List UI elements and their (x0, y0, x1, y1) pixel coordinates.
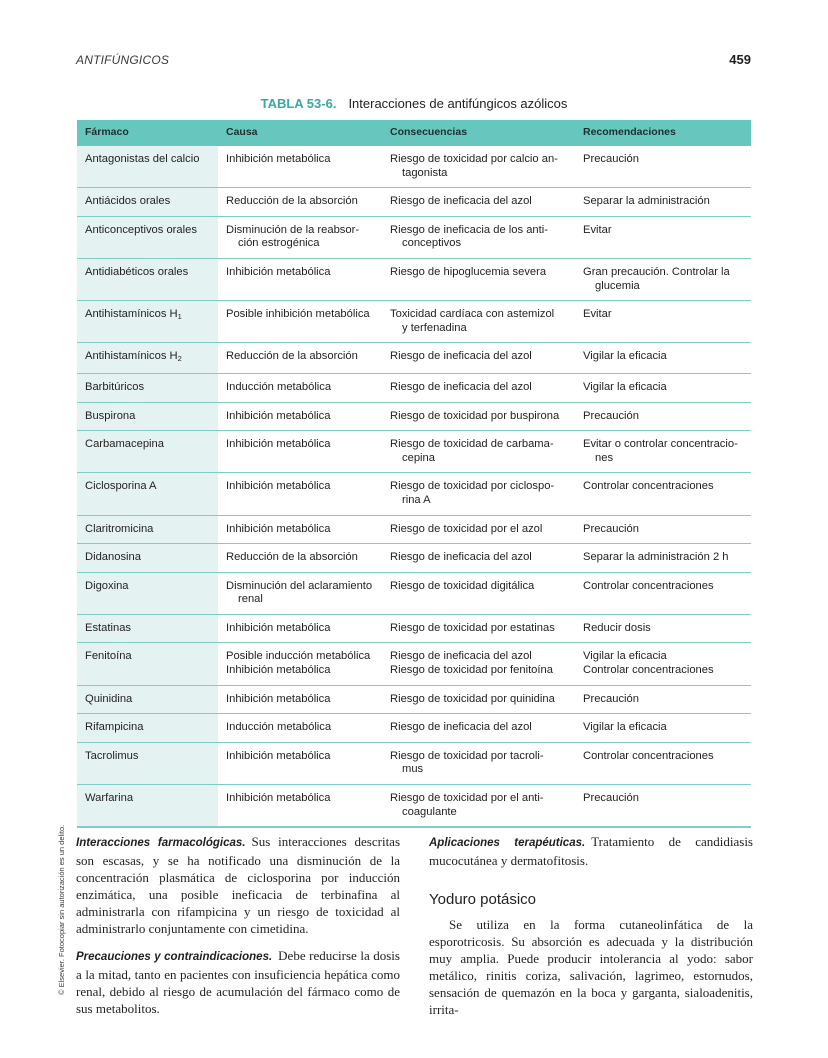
recomendaciones-text: nes (595, 451, 614, 464)
cell-farmaco (77, 473, 218, 515)
table-row (77, 685, 751, 714)
cell-recomendaciones (575, 431, 751, 473)
cell-recomendaciones (575, 373, 751, 402)
farmaco-subscript: 1 (177, 312, 182, 322)
cell-recomendaciones (575, 402, 751, 431)
table-label: TABLA 53-6. (260, 96, 337, 111)
table-row (77, 258, 751, 300)
recomendaciones-text: Controlar concentraciones (583, 579, 714, 592)
cell-causa (218, 216, 382, 258)
cell-consecuencias (382, 146, 575, 188)
cell-farmaco (77, 188, 218, 217)
consecuencias-text: tagonista (402, 166, 448, 179)
consecuencias-text: Riesgo de toxicidad de carbama- (390, 438, 554, 451)
table-row (77, 544, 751, 573)
cell-causa (218, 188, 382, 217)
cell-farmaco (77, 572, 218, 614)
cell-consecuencias (382, 785, 575, 828)
cell-causa (218, 473, 382, 515)
table-row (77, 614, 751, 643)
causa-text: Inhibición metabólica (226, 522, 331, 535)
consecuencias-text: Riesgo de toxicidad por calcio an- (390, 153, 558, 165)
cell-farmaco (77, 614, 218, 643)
table-row (77, 343, 751, 374)
recomendaciones-text: Precaución (583, 792, 639, 805)
table-row (77, 785, 751, 828)
cell-causa (218, 714, 382, 743)
cell-recomendaciones (575, 216, 751, 258)
cell-consecuencias (382, 431, 575, 473)
cell-farmaco (77, 402, 218, 431)
cell-farmaco (77, 343, 218, 374)
consecuencias-text: Riesgo de toxicidad por ciclospo- (390, 480, 555, 493)
causa-text: Reducción de la absorción (226, 551, 358, 564)
paragraph-text: Sus interacciones descritas son escasas, y se ha notificado una disminución de la concentración plasmática de ciclosporina por inducción enzimática, una posible ineficacia de terbinafina al administrarla con rifampicina y un riesgo de toxicidad al administrarlo conjuntamente con cimetidina. (76, 834, 401, 936)
farmaco-name: Carbamacepina (85, 438, 164, 451)
cell-consecuencias (382, 614, 575, 643)
cell-causa (218, 572, 382, 614)
cell-recomendaciones (575, 685, 751, 714)
cell-recomendaciones (575, 785, 751, 828)
cell-consecuencias (382, 515, 575, 544)
causa-text: Inhibición metabólica (226, 749, 331, 762)
recomendaciones-text: Vigilar la eficacia (583, 350, 667, 363)
farmaco-name: Barbitúricos (85, 380, 145, 393)
causa-text: Inhibición metabólica (226, 664, 331, 677)
recomendaciones-text: Evitar (583, 308, 612, 321)
header-consecuencias: Consecuencias (382, 120, 575, 146)
consecuencias-text: Riesgo de toxicidad digitálica (390, 579, 535, 592)
consecuencias-text: Riesgo de toxicidad por quinidina (390, 692, 555, 705)
header-farmaco: Fármaco (77, 120, 218, 146)
recomendaciones-text: Precaución (583, 153, 639, 165)
cell-consecuencias (382, 402, 575, 431)
consecuencias-text: Riesgo de toxicidad por tacroli- (390, 749, 544, 762)
cell-farmaco (77, 146, 218, 188)
paragraph-text: Debe reducirse la dosis a la mitad, tanto en pacientes con insuficiencia hepática como renal, debido al riesgo de acumulación del fármaco como de sus metabolitos. (76, 948, 400, 1016)
recomendaciones-text: Evitar o controlar concentracio- (583, 438, 738, 451)
cell-causa (218, 373, 382, 402)
cell-consecuencias (382, 685, 575, 714)
cell-consecuencias (382, 373, 575, 402)
recomendaciones-text: Vigilar la eficacia (583, 650, 667, 663)
cell-recomendaciones (575, 714, 751, 743)
run-in-heading: Precauciones y contraindicaciones. (76, 951, 273, 963)
consecuencias-text: Riesgo de ineficacia del azol (390, 350, 532, 363)
causa-text: Inhibición metabólica (226, 265, 331, 278)
cell-farmaco (77, 785, 218, 828)
table-body (77, 146, 751, 827)
cell-recomendaciones (575, 343, 751, 374)
cell-farmaco (77, 643, 218, 685)
table-row (77, 402, 751, 431)
page-number: 459 (729, 52, 751, 67)
consecuencias-text: Riesgo de ineficacia del azol (390, 380, 532, 393)
copyright-side-note: © Elsevier. Fotocopiar sin autorización es un delito. (57, 824, 66, 995)
cell-recomendaciones (575, 473, 751, 515)
farmaco-name: Antihistamínicos H (85, 308, 178, 321)
cell-recomendaciones (575, 146, 751, 188)
consecuencias-text: cepina (402, 451, 435, 464)
cell-consecuencias (382, 258, 575, 300)
consecuencias-text: Riesgo de ineficacia del azol (390, 721, 532, 734)
causa-text: renal (238, 593, 263, 606)
cell-consecuencias (382, 188, 575, 217)
recomendaciones-text: Separar la administración 2 h (583, 551, 729, 564)
cell-consecuencias (382, 742, 575, 784)
cell-causa (218, 431, 382, 473)
header-recomendaciones: Recomendaciones (575, 120, 751, 146)
causa-text: Inhibición metabólica (226, 692, 331, 705)
farmaco-name: Didanosina (85, 551, 141, 564)
cell-farmaco (77, 714, 218, 743)
table-row (77, 431, 751, 473)
cell-consecuencias (382, 643, 575, 685)
consecuencias-text: y terfenadina (402, 321, 467, 334)
cell-causa (218, 785, 382, 828)
consecuencias-text: mus (402, 763, 424, 776)
causa-text: Inhibición metabólica (226, 792, 331, 805)
cell-farmaco (77, 742, 218, 784)
table-row (77, 714, 751, 743)
farmaco-name: Anticonceptivos orales (85, 223, 197, 236)
cell-causa (218, 614, 382, 643)
table-row (77, 572, 751, 614)
causa-text: Disminución de la reabsor- (226, 223, 360, 236)
farmaco-name: Digoxina (85, 579, 129, 592)
cell-causa (218, 402, 382, 431)
causa-text: Inhibición metabólica (226, 480, 331, 493)
consecuencias-text: Riesgo de toxicidad por el azol (390, 522, 543, 535)
cell-consecuencias (382, 714, 575, 743)
cell-causa (218, 544, 382, 573)
consecuencias-text: Riesgo de ineficacia del azol (390, 551, 532, 564)
farmaco-subscript: 2 (177, 354, 182, 364)
farmaco-name: Antiácidos orales (85, 195, 171, 208)
farmaco-name: Antihistamínicos H (85, 350, 178, 363)
causa-text: Inducción metabólica (226, 721, 332, 734)
causa-text: ción estrogénica (238, 237, 320, 250)
consecuencias-text: coagulante (402, 805, 457, 818)
causa-text: Posible inducción metabólica (226, 650, 371, 663)
recomendaciones-text: Controlar concentraciones (583, 749, 714, 762)
causa-text: Inducción metabólica (226, 380, 332, 393)
recomendaciones-text: Evitar (583, 223, 612, 236)
causa-text: Inhibición metabólica (226, 153, 331, 165)
running-head: ANTIFÚNGICOS (76, 53, 170, 67)
consecuencias-text: Riesgo de ineficacia del azol (390, 195, 532, 208)
farmaco-name: Claritromicina (85, 522, 154, 535)
cell-causa (218, 146, 382, 188)
farmaco-name: Estatinas (85, 621, 132, 634)
cell-causa (218, 258, 382, 300)
paragraph-aplicaciones (429, 833, 753, 869)
consecuencias-text: Riesgo de toxicidad por el anti- (390, 792, 544, 805)
cell-consecuencias (382, 343, 575, 374)
paragraph-precauciones (76, 947, 400, 1017)
table-title: Interacciones de antifúngicos azólicos (348, 96, 568, 111)
recomendaciones-text: Reducir dosis (583, 621, 651, 634)
table-row (77, 188, 751, 217)
table-row (77, 373, 751, 402)
recomendaciones-text: Precaución (583, 522, 639, 535)
consecuencias-text: Riesgo de toxicidad por buspirona (390, 409, 560, 422)
left-column (76, 833, 400, 1023)
cell-recomendaciones (575, 301, 751, 343)
cell-farmaco (77, 216, 218, 258)
cell-recomendaciones (575, 188, 751, 217)
causa-text: Disminución del aclaramiento (226, 579, 373, 592)
cell-causa (218, 643, 382, 685)
farmaco-name: Warfarina (85, 792, 134, 805)
table-row (77, 301, 751, 343)
table-row (77, 146, 751, 188)
consecuencias-text: Riesgo de toxicidad por fenitoína (390, 664, 553, 677)
table-header-row (77, 120, 751, 146)
recomendaciones-text: Controlar concentraciones (583, 480, 714, 493)
cell-recomendaciones (575, 614, 751, 643)
cell-farmaco (77, 258, 218, 300)
recomendaciones-text: Precaución (583, 692, 639, 705)
right-column (429, 833, 753, 1024)
cell-consecuencias (382, 216, 575, 258)
causa-text: Inhibición metabólica (226, 409, 331, 422)
consecuencias-text: rina A (402, 493, 431, 506)
cell-consecuencias (382, 473, 575, 515)
run-in-heading: Interacciones farmacológicas. (76, 837, 246, 849)
farmaco-name: Ciclosporina A (85, 480, 157, 493)
run-in-heading: Aplicaciones terapéuticas. (429, 837, 586, 849)
cell-consecuencias (382, 544, 575, 573)
cell-farmaco (77, 515, 218, 544)
paragraph-text: Tratamiento de candidiasis mucocutánea y dermatofitosis. (429, 834, 753, 868)
cell-causa (218, 301, 382, 343)
header-causa: Causa (218, 120, 382, 146)
recomendaciones-text: Gran precaución. Controlar la (583, 265, 730, 278)
cell-farmaco (77, 685, 218, 714)
table-row (77, 473, 751, 515)
cell-causa (218, 742, 382, 784)
recomendaciones-text: Vigilar la eficacia (583, 721, 667, 734)
farmaco-name: Rifampicina (85, 721, 144, 734)
cell-consecuencias (382, 301, 575, 343)
farmaco-name: Antagonistas del calcio (85, 153, 200, 165)
cell-farmaco (77, 373, 218, 402)
cell-recomendaciones (575, 544, 751, 573)
paragraph-yoduro: Se utiliza en la forma cutaneolinfática de la esporotricosis. Su absorción es adecuada y la distribución muy amplia. Puede producir intolerancia al yodo: sabor metálico, rinitis coriza, salivación, lagrimeo, estornudos, sensación de quemazón en la boca y garganta, sialoadenitis, irrita- (429, 917, 753, 1017)
paragraph-interacciones (76, 833, 400, 937)
cell-farmaco (77, 301, 218, 343)
table-caption (0, 96, 828, 111)
section-heading: Yoduro potásico (429, 891, 537, 908)
cell-recomendaciones (575, 258, 751, 300)
recomendaciones-text: glucemia (595, 279, 640, 292)
cell-recomendaciones (575, 515, 751, 544)
table-row (77, 742, 751, 784)
table-row (77, 643, 751, 685)
recomendaciones-text: Precaución (583, 409, 639, 422)
farmaco-name: Quinidina (85, 692, 133, 705)
causa-text: Posible inhibición metabólica (226, 308, 370, 321)
cell-recomendaciones (575, 572, 751, 614)
table-row (77, 216, 751, 258)
cell-causa (218, 685, 382, 714)
consecuencias-text: Riesgo de ineficacia del azol (390, 650, 532, 663)
farmaco-name: Antidiabéticos orales (85, 265, 189, 278)
table-row (77, 515, 751, 544)
consecuencias-text: Riesgo de hipoglucemia severa (390, 265, 547, 278)
consecuencias-text: Riesgo de ineficacia de los anti- (390, 223, 548, 236)
causa-text: Inhibición metabólica (226, 438, 331, 451)
interactions-table (77, 120, 751, 828)
causa-text: Reducción de la absorción (226, 350, 358, 363)
cell-consecuencias (382, 572, 575, 614)
consecuencias-text: Riesgo de toxicidad por estatinas (390, 621, 555, 634)
cell-causa (218, 515, 382, 544)
cell-recomendaciones (575, 742, 751, 784)
causa-text: Inhibición metabólica (226, 621, 331, 634)
causa-text: Reducción de la absorción (226, 195, 358, 208)
cell-farmaco (77, 431, 218, 473)
cell-causa (218, 343, 382, 374)
cell-recomendaciones (575, 643, 751, 685)
consecuencias-text: Toxicidad cardíaca con astemizol (390, 308, 555, 321)
recomendaciones-text: Vigilar la eficacia (583, 380, 667, 393)
consecuencias-text: conceptivos (402, 237, 462, 250)
recomendaciones-text: Controlar concentraciones (583, 664, 714, 677)
farmaco-name: Buspirona (85, 409, 136, 422)
cell-farmaco (77, 544, 218, 573)
recomendaciones-text: Separar la administración (583, 195, 710, 208)
farmaco-name: Tacrolimus (85, 749, 139, 762)
farmaco-name: Fenitoína (85, 650, 132, 663)
